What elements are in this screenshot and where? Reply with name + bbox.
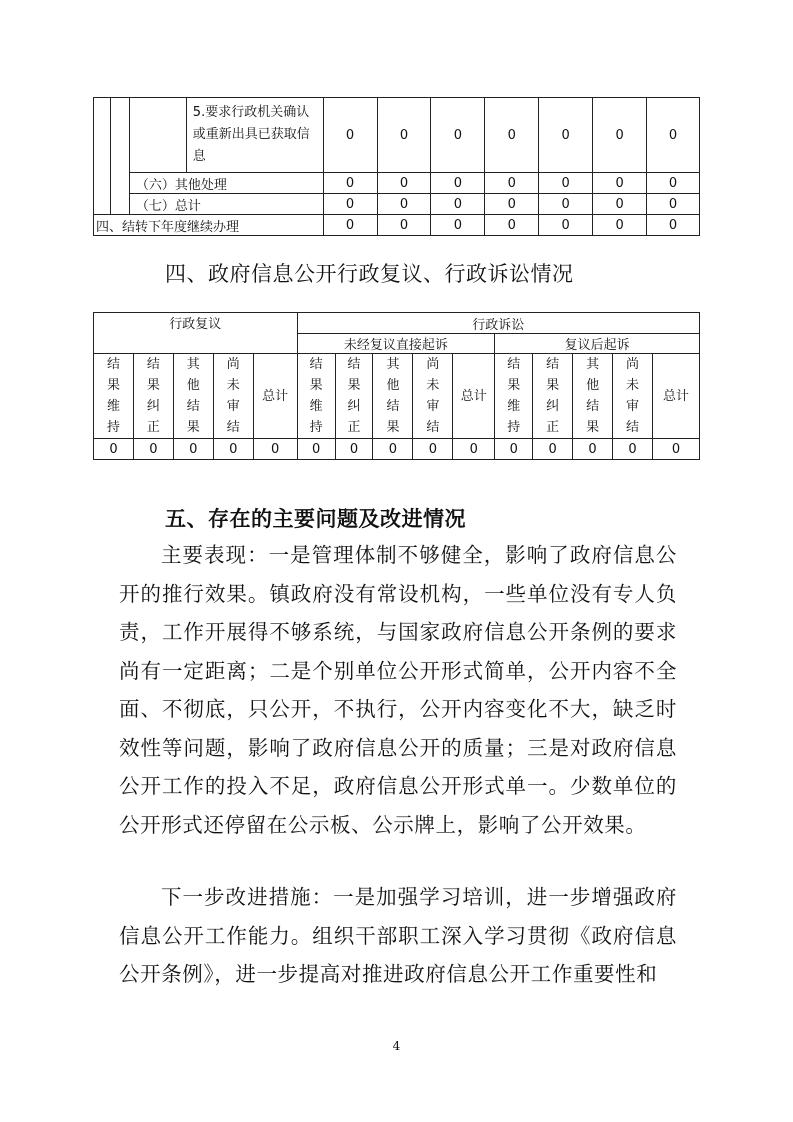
- table-row: [94, 313, 700, 334]
- col-header: 结 果 纠 正: [335, 354, 373, 439]
- col-header: 尚 未 审 结: [413, 354, 453, 439]
- row-label: （七）总计: [129, 194, 323, 215]
- col-header: 总计: [253, 354, 297, 439]
- cell-value: 0: [593, 215, 647, 236]
- header-admin-review: 行政复议: [94, 313, 298, 354]
- cell-value: 0: [323, 215, 377, 236]
- table-row: [94, 354, 700, 439]
- cell-value: 0: [647, 173, 700, 194]
- cell-value: 0: [539, 173, 593, 194]
- col-header: 尚 未 审 结: [613, 354, 653, 439]
- cell-value: 0: [323, 173, 377, 194]
- cell-value: 0: [539, 98, 593, 173]
- row-label: （六）其他处理: [129, 173, 323, 194]
- cell-value: 0: [539, 194, 593, 215]
- body-paragraph: 下一步改进措施：一是加强学习培训，进一步增强政府信息公开工作能力。组织干部职工深入学习贯彻《政府信息公开条例》，进一步提高对推进政府信息公开工作重要性和: [119, 885, 677, 986]
- col-header: 其 他 结 果: [173, 354, 213, 439]
- cell-value: 0: [647, 98, 700, 173]
- cell-value: 0: [377, 173, 431, 194]
- disposal-table: [93, 97, 700, 236]
- col-header: 其 他 结 果: [573, 354, 613, 439]
- col-header: 结 果 维 持: [297, 354, 335, 439]
- cell-value: 0: [485, 194, 539, 215]
- table-row: [94, 173, 700, 194]
- cell-value: 0: [173, 439, 213, 460]
- cell-value: 0: [573, 439, 613, 460]
- cell-value: 0: [431, 215, 485, 236]
- cell-value: 0: [213, 439, 253, 460]
- cell-value: 0: [94, 439, 134, 460]
- header-admin-litigation: 行政诉讼: [297, 313, 699, 334]
- cell-value: 0: [377, 98, 431, 173]
- col-header: 结 果 维 持: [94, 354, 134, 439]
- body-paragraph: 主要表现：一是管理体制不够健全，影响了政府信息公开的推行效果。镇政府没有常设机构，一些单位没有专人负责，工作开展得不够系统，与国家政府信息公开条例的要求尚有一定距离；二是个别单位公开形式简单，公开内容不全面、不彻底，只公开，不执行，公开内容变化不大，缺乏时效性等问题，影响了政府信息公开的质量；三是对政府信息公开工作的投入不足，政府信息公开形式单一。少数单位的公开形式还停留在公示板、公示牌上，影响了公开效果。: [119, 543, 677, 837]
- table-row: [94, 98, 700, 173]
- col-header: 结 果 纠 正: [133, 354, 173, 439]
- cell-value: 0: [297, 439, 335, 460]
- cell-value: 0: [533, 439, 573, 460]
- cell-value: 0: [335, 439, 373, 460]
- cell-value: 0: [133, 439, 173, 460]
- col-header: 结 果 纠 正: [533, 354, 573, 439]
- cell-value: 0: [485, 173, 539, 194]
- col-header: 其 他 结 果: [373, 354, 413, 439]
- section-title: 五、存在的主要问题及改进情况: [165, 507, 466, 531]
- cell-value: 0: [431, 194, 485, 215]
- cell-value: 0: [652, 439, 699, 460]
- cell-value: 0: [323, 98, 377, 173]
- page-number: 4: [392, 1039, 401, 1053]
- cell-value: 0: [593, 194, 647, 215]
- review-litigation-table: [93, 312, 700, 460]
- cell-value: 0: [413, 439, 453, 460]
- cell-value: 0: [431, 173, 485, 194]
- cell-value: 0: [253, 439, 297, 460]
- cell-value: 0: [485, 98, 539, 173]
- cell-value: 0: [647, 194, 700, 215]
- col-header: 尚 未 审 结: [213, 354, 253, 439]
- col-header: 总计: [652, 354, 699, 439]
- section-title: 四、政府信息公开行政复议、行政诉讼情况: [165, 262, 574, 286]
- cell-value: 0: [485, 215, 539, 236]
- table-row: [94, 215, 700, 236]
- cell-value: 0: [377, 215, 431, 236]
- header-direct-suit: 未经复议直接起诉: [297, 334, 495, 354]
- cell-value: 0: [495, 439, 533, 460]
- cell-value: 0: [613, 439, 653, 460]
- cell-value: 0: [431, 98, 485, 173]
- cell-value: 0: [323, 194, 377, 215]
- col-header: 总计: [453, 354, 495, 439]
- cell-value: 0: [373, 439, 413, 460]
- row-label: 四、结转下年度继续办理: [94, 215, 324, 236]
- cell-value: 0: [647, 215, 700, 236]
- cell-value: 0: [593, 98, 647, 173]
- cell-value: 0: [453, 439, 495, 460]
- table-row: [94, 439, 700, 460]
- col-header: 结 果 维 持: [495, 354, 533, 439]
- header-after-review: 复议后起诉: [495, 334, 700, 354]
- row-label: 5.要求行政机关确认或重新出具已获取信息: [186, 98, 323, 173]
- table-row: [94, 194, 700, 215]
- cell-value: 0: [377, 194, 431, 215]
- cell-value: 0: [539, 215, 593, 236]
- cell-value: 0: [593, 173, 647, 194]
